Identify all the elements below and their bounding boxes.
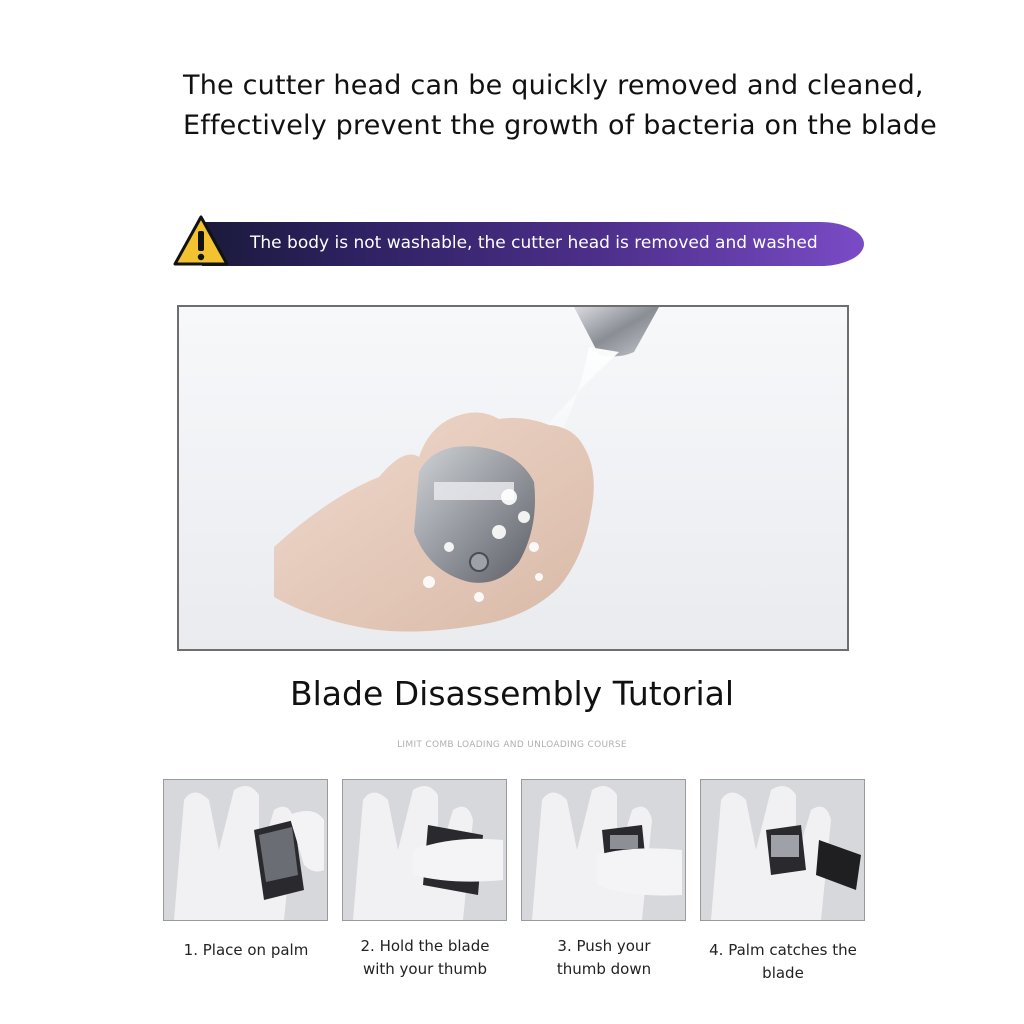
headline-line-1: The cutter head can be quickly removed and cleaned, bbox=[183, 70, 924, 101]
step-3-label-line-2: thumb down bbox=[556, 960, 652, 978]
hand-washing-blade-illustration bbox=[179, 307, 847, 649]
step-3-label-line-1: 3. Push your bbox=[557, 937, 651, 955]
step-2-label bbox=[342, 935, 508, 981]
tutorial-step-1 bbox=[163, 779, 329, 962]
warning-text: The body is not washable, the cutter head is removed and washed bbox=[250, 233, 818, 253]
step-1-label bbox=[163, 939, 329, 962]
headline bbox=[183, 66, 943, 146]
step-1-photo bbox=[163, 779, 328, 921]
step-4-label bbox=[700, 939, 866, 985]
headline-line-2: Effectively prevent the growth of bacteria on the blade bbox=[183, 110, 937, 141]
step-2-label-line-1: 2. Hold the blade bbox=[360, 937, 490, 955]
tutorial-step-4 bbox=[700, 779, 866, 985]
step-2-label-line-2: with your thumb bbox=[362, 960, 488, 978]
warning-triangle-icon bbox=[172, 214, 230, 268]
hero-photo bbox=[177, 305, 849, 651]
step-1-label-line-1: 1. Place on palm bbox=[183, 941, 309, 959]
step-3-photo bbox=[521, 779, 686, 921]
step-2-photo bbox=[342, 779, 507, 921]
tutorial-subtitle: LIMIT COMB LOADING AND UNLOADING COURSE bbox=[397, 740, 627, 750]
step-4-label-line-1: 4. Palm catches the blade bbox=[709, 941, 857, 982]
step-4-photo bbox=[700, 779, 865, 921]
tutorial-step-2 bbox=[342, 779, 508, 981]
warning-banner bbox=[172, 220, 864, 268]
tutorial-title: Blade Disassembly Tutorial bbox=[289, 674, 735, 713]
step-3-label bbox=[521, 935, 687, 981]
tutorial-step-3 bbox=[521, 779, 687, 981]
